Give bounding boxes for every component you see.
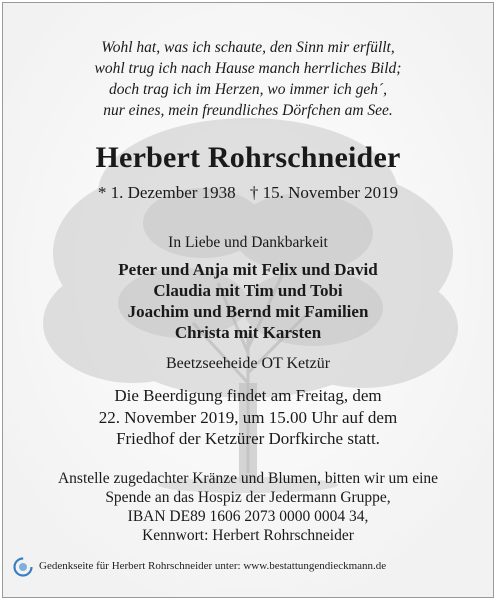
donation-line: Anstelle zugedachter Kränze und Blumen, bitten wir um eine [57,470,439,487]
birth-date: * 1. Dezember 1938 [97,183,236,202]
deceased-name: Herbert Rohrschneider [95,141,401,174]
funeral-line: 22. November 2019, um 15.00 Uhr auf dem [98,407,398,427]
donation-line: Spende an das Hospiz der Jedermann Gruppe, [105,489,391,506]
family-line: Claudia mit Tim und Tobi [153,281,343,300]
memorial-page-footer[interactable] [3,555,493,579]
donation-line: IBAN DE89 1606 2073 0000 0004 34, [127,508,369,525]
swirl-logo-icon [13,557,33,577]
obituary-card [2,2,494,598]
donation-notice [3,469,493,545]
poem-line: doch trag ich im Herzen, wo immer ich geh´, [108,81,388,98]
memorial-page-link[interactable]: Gedenkseite für Herbert Rohrschneider unter: www.bestattungendieckmann.de [39,560,387,572]
poem-line: wohl trug ich nach Hause manch herrliches Bild; [94,60,402,77]
family-line: Christa mit Karsten [174,323,322,342]
funeral-notice [3,385,493,450]
poem-line: Wohl hat, was ich schaute, den Sinn mir erfüllt, [101,39,395,56]
life-dates [3,183,493,203]
dedication-line: In Liebe und Dankbarkeit [168,234,328,251]
death-date: † 15. November 2019 [249,183,399,202]
funeral-line: Friedhof der Ketzürer Dorfkirche statt. [116,429,380,448]
family-line: Joachim und Bernd mit Familien [127,302,369,321]
poem [3,37,493,121]
poem-line: nur eines, mein freundliches Dörfchen am See. [103,102,393,119]
funeral-line: Die Beerdigung findet am Freitag, dem [114,386,382,405]
place-line: Beetzseeheide OT Ketzür [165,355,331,372]
family-list [3,259,493,343]
family-line: Peter und Anja mit Felix und David [118,260,378,279]
donation-line: Kennwort: Herbert Rohrschneider [142,527,354,544]
